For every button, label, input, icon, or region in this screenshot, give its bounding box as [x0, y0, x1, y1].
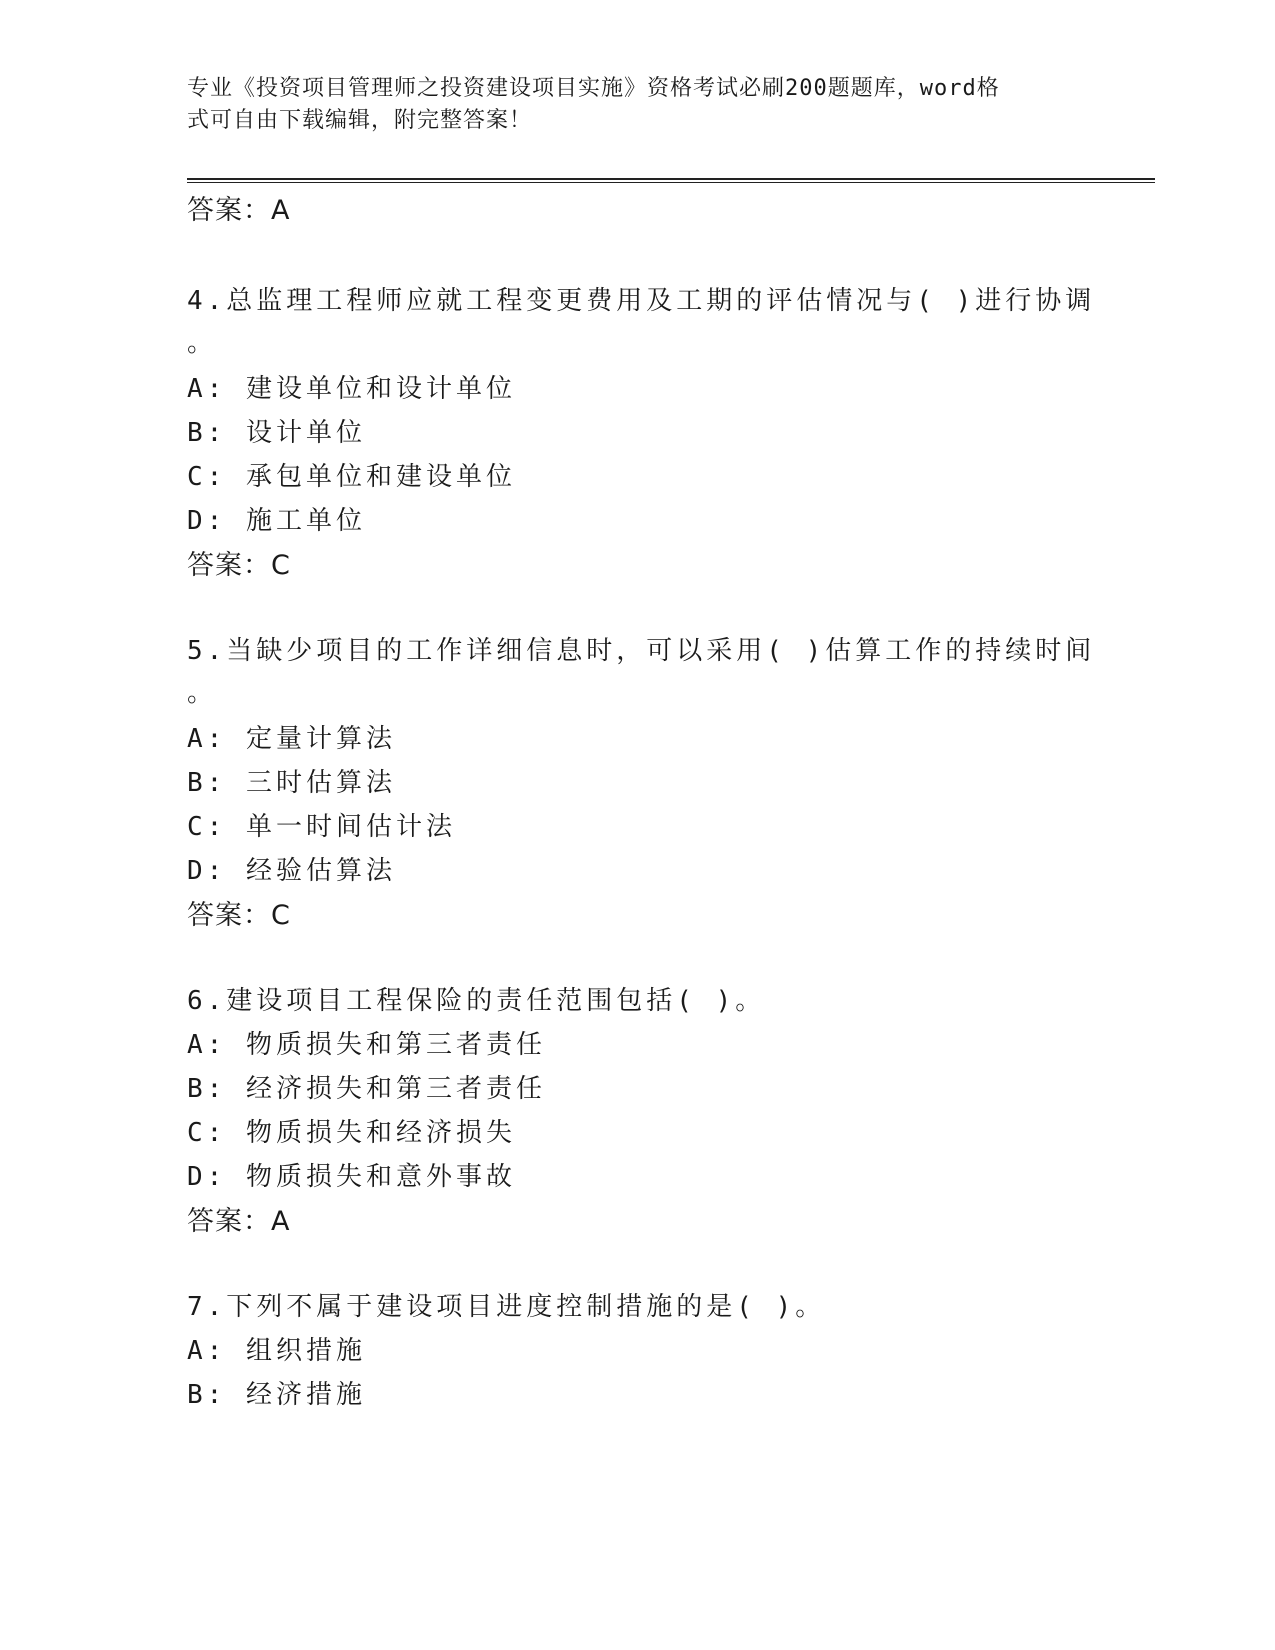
question-4-option-c: C: 承包单位和建设单位: [187, 462, 516, 492]
question-5-option-c: C: 单一时间估计法: [187, 812, 456, 842]
answer-prev: 答案：A: [187, 195, 291, 226]
question-6-answer: 答案：A: [187, 1206, 291, 1237]
question-5-text: 5.当缺少项目的工作详细信息时，可以采用( )估算工作的持续时间: [187, 636, 1096, 666]
question-4-answer: 答案：C: [187, 550, 291, 581]
question-4-text: 4.总监理工程师应就工程变更费用及工期的评估情况与( )进行协调: [187, 286, 1096, 316]
document-header: [187, 73, 1077, 137]
question-7-option-a: A: 组织措施: [187, 1336, 366, 1366]
question-5-continuation: 。: [187, 678, 214, 708]
question-5-option-a: A: 定量计算法: [187, 724, 396, 754]
question-5-option-d: D: 经验估算法: [187, 856, 396, 886]
question-6-text: 6.建设项目工程保险的责任范围包括( )。: [187, 986, 766, 1016]
question-6-option-b: B: 经济损失和第三者责任: [187, 1074, 546, 1104]
header-line-1: 专业《投资项目管理师之投资建设项目实施》资格考试必刷200题题库，word格: [187, 76, 1000, 101]
question-4-option-b: B: 设计单位: [187, 418, 366, 448]
question-4-option-d: D: 施工单位: [187, 506, 366, 536]
question-5-answer: 答案：C: [187, 900, 291, 931]
question-4-option-a: A: 建设单位和设计单位: [187, 374, 516, 404]
question-5-option-b: B: 三时估算法: [187, 768, 396, 798]
question-7-option-b: B: 经济措施: [187, 1380, 366, 1410]
header-line-2: 式可自由下载编辑，附完整答案！: [187, 108, 533, 133]
question-6-option-d: D: 物质损失和意外事故: [187, 1162, 516, 1192]
question-6-option-a: A: 物质损失和第三者责任: [187, 1030, 546, 1060]
question-7-text: 7.下列不属于建设项目进度控制措施的是( )。: [187, 1292, 826, 1322]
header-divider: [187, 178, 1155, 183]
question-6-option-c: C: 物质损失和经济损失: [187, 1118, 516, 1148]
question-4-continuation: 。: [187, 328, 214, 358]
